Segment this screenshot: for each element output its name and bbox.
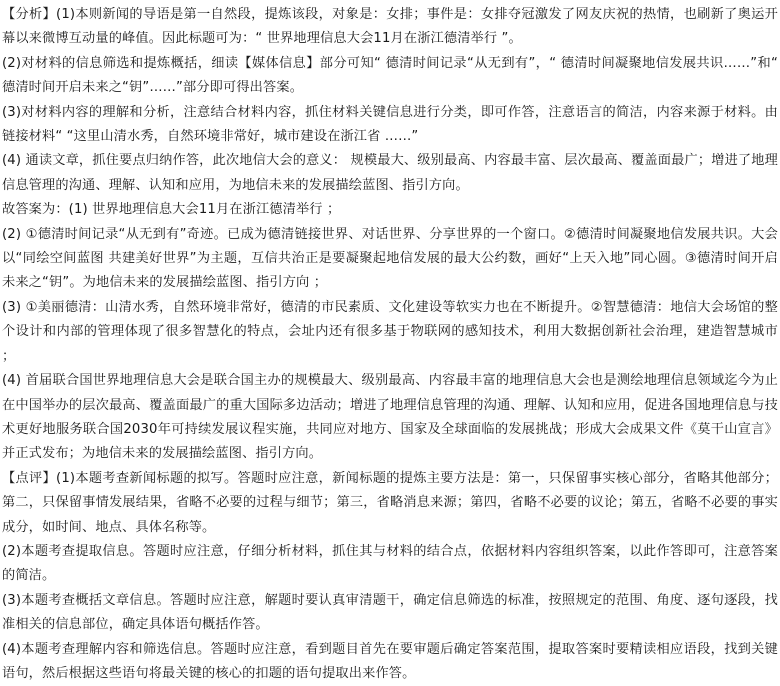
- analysis-paragraph-3: (3)对材料内容的理解和分析，注意结合材料内容，抓住材料关键信息进行分类，即可作答，注意语言的简洁，内容来源于材料。由链接材料“ “这里山清水秀，自然环境非常好，城市建设在浙江省 ……”: [2, 104, 778, 145]
- answer-paragraph-4: (4) 首届联合国世界地理信息大会是联合国主办的规模最大、级别最高、内容最丰富的地理信息大会也是测绘地理信息领域迄今为止在中国举办的层次最高、覆盖面最广的重大国际多边活动；增进了地理信息管理的沟通、理解、认知和应用，促进各国地理信息与技术更好地服务联合国2030年可持续发展议程实施，共同应对地方、国家及全球面临的发展挑战；形成大会成果文件《莫干山宣言》并正式发布；为地信未来的发展描绘蓝图、指引方向。: [2, 373, 778, 462]
- analysis-paragraph-1: 【分析】(1)本则新闻的导语是第一自然段，提炼该段，对象是：女排；事件是：女排夺冠激发了网友庆祝的热情，也刷新了奥运开幕以来微博互动量的峰值。因此标题可为：“ 世界地理信息大会11月在浙江德清举行 ”。: [2, 7, 778, 47]
- analysis-paragraph-2: (2)对材料的信息筛选和提炼概括，细读【媒体信息】部分可知“ 德清时间记录“从无到有”，“ 德清时间凝聚地信发展共识……”和“ 德清时间开启未来之“钥”……”部分即可得出答案。: [2, 55, 778, 96]
- answer-paragraph-2: (2) ①德清时间记录“从无到有”奇迹。已成为德清链接世界、对话世界、分享世界的一个窗口。②德清时间凝聚地信发展共识。大会以“同绘空间蓝图 共建美好世界”为主题，互信共治正是要凝聚起地信发展的最大公约数，画好“上天入地”同心圆。③德清时间开启未来之“钥”。为地信未来的发展描绘蓝图、指引方向 ；: [2, 226, 778, 291]
- comment-paragraph-2: (2)本题考查提取信息。答题时应注意，仔细分析材料，抓住其与材料的结合点，依据材料内容组织答案，以此作答即可，注意答案的简洁。: [2, 543, 778, 584]
- comment-paragraph-4: (4)本题考查理解内容和筛选信息。答题时应注意，看到题目首先在要审题后确定答案范围，提取答案时要精读相应语段，找到关键语句，然后根据这些语句将最关键的核心的扣题的语句提取出来作答。: [2, 641, 778, 681]
- answer-paragraph-3: (3) ①美丽德清：山清水秀，自然环境非常好，德清的市民素质、文化建设等软实力也在不断提升。②智慧德清：地信大会场馆的整个设计和内部的管理体现了很多智慧化的特点，会址内还有很多基于物联网的感知技术，利用大数据创新社会治理，建造智慧城市 ；: [2, 299, 778, 364]
- comment-paragraph-1: 【点评】(1)本题考查新闻标题的拟写。答题时应注意，新闻标题的提炼主要方法是：第一，只保留事实核心部分，省略其他部分；第二，只保留事情发展结果，省略不必要的过程与细节；第三，省略消息来源；第四，省略不必要的议论；第五，省略不必要的事实成分，如时间、地点、具体名称等。: [2, 470, 778, 535]
- analysis-paragraph-4: (4) 通读文章，抓住要点归纳作答，此次地信大会的意义： 规模最大、级别最高、内容最丰富、层次最高、覆盖面最广；增进了地理信息管理的沟通、理解、认知和应用，为地信未来的发展描绘蓝图、指引方向。: [2, 153, 778, 193]
- answer-paragraph-1: 故答案为：(1) 世界地理信息大会11月在浙江德清举行 ；: [2, 202, 341, 218]
- comment-paragraph-3: (3)本题考查概括文章信息。答题时应注意，解题时要认真审清题干，确定信息筛选的标准，按照规定的范围、角度、逐句逐段，找准相关的信息部位，确定具体语句概括作答。: [2, 592, 778, 633]
